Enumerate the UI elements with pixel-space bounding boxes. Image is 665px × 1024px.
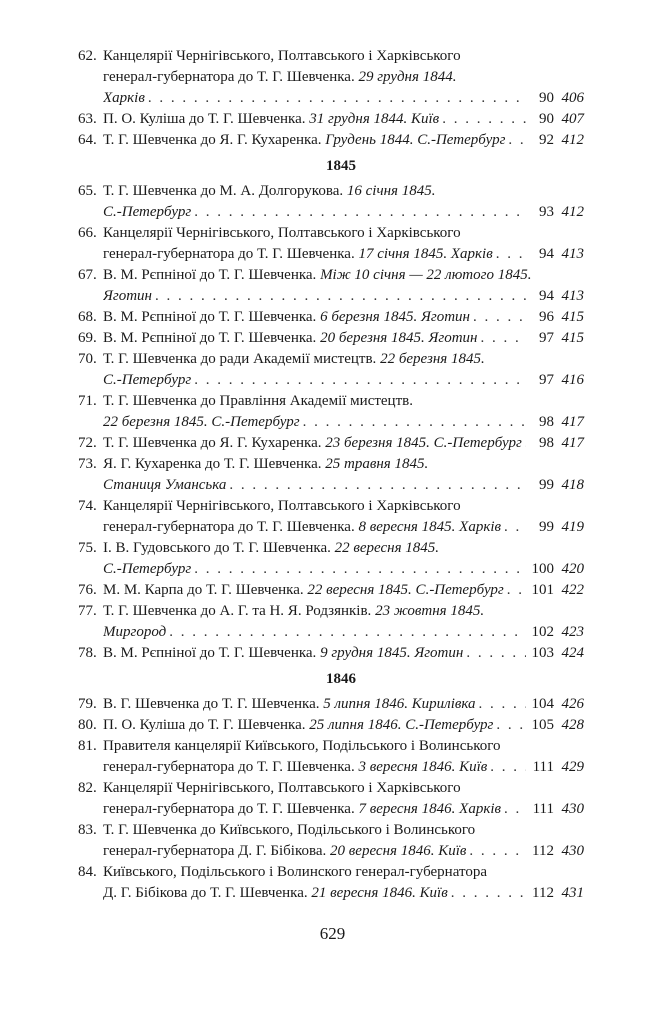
entry-date-place: 5 липня 1846. Кирилівка (323, 696, 476, 712)
entry-date-place: 22 березня 1845. (380, 351, 485, 367)
dot-leader (490, 757, 526, 778)
entry-date-place: 23 березня 1845. С.-Петербург (325, 435, 522, 451)
page-ref-letter: 111 (532, 801, 554, 817)
toc-entry (78, 496, 584, 538)
entry-date-place: 22 вересня 1845. (334, 540, 440, 556)
entry-text: Я. Г. Кухаренка до Т. Г. Шевченка. (103, 456, 326, 472)
entry-date-place: С.-Петербург (103, 372, 192, 388)
page-ref-letter: 112 (532, 843, 554, 859)
dot-leader (479, 694, 526, 715)
toc-entry-line (78, 223, 584, 244)
toc-entry-line (78, 265, 584, 286)
page-ref-comment: 430 (561, 843, 584, 859)
dot-leader (229, 475, 526, 496)
entry-number: 62. (78, 48, 97, 64)
entry-date-place: 3 вересня 1846. Київ (358, 759, 488, 775)
entry-text: В. М. Рєпніної до Т. Г. Шевченка. (103, 267, 321, 283)
entry-title (103, 559, 191, 580)
entry-text: Т. Г. Шевченка до Я. Г. Кухаренка. (103, 435, 326, 451)
entry-number: 82. (78, 780, 97, 796)
toc-entry-line (78, 67, 584, 88)
page-ref-comment: 406 (561, 90, 584, 106)
entry-text: Т. Г. Шевченка до ради Академії мистецтв. (103, 351, 381, 367)
toc-group-1844 (78, 46, 584, 151)
entry-date-place: 23 жовтня 1845. (375, 603, 485, 619)
entry-number: 76. (78, 582, 97, 598)
entry-number: 71. (78, 393, 97, 409)
toc-entry (78, 433, 584, 454)
toc-entry-line (78, 46, 584, 67)
entry-number: 66. (78, 225, 97, 241)
entry-title (103, 778, 584, 799)
page-ref-comment: 418 (561, 477, 584, 493)
entry-text: Т. Г. Шевченка до Я. Г. Кухаренка. (103, 132, 326, 148)
toc-entry (78, 454, 584, 496)
entry-title (103, 46, 584, 67)
entry-title (103, 181, 584, 202)
year-heading-1845: 1845 (326, 158, 356, 174)
page-ref-letter: 98 (539, 414, 554, 430)
entry-title (103, 433, 522, 454)
entry-date-place: Станиця Уманська (103, 477, 227, 493)
toc-group-1846 (78, 694, 584, 904)
entry-date-place: Грудень 1844. С.-Петербург (325, 132, 506, 148)
toc-entry (78, 820, 584, 862)
dot-leader (496, 244, 526, 265)
dot-leader (442, 109, 526, 130)
entry-date-place: 29 грудня 1844. (358, 69, 457, 85)
entry-date-place: С.-Петербург (103, 561, 192, 577)
entry-date-place: 31 грудня 1844. Київ (309, 111, 440, 127)
entry-text: Д. Г. Бібікова до Т. Г. Шевченка. (103, 885, 312, 901)
toc-entry-line (78, 181, 584, 202)
entry-title (103, 757, 487, 778)
dot-leader (194, 370, 526, 391)
page-ref-letter: 102 (531, 624, 554, 640)
entry-title (103, 265, 584, 286)
entry-text: генерал-губернатора до Т. Г. Шевченка. (103, 246, 359, 262)
entry-number: 81. (78, 738, 97, 754)
entry-title (103, 862, 584, 883)
entry-title (103, 412, 300, 433)
dot-leader (194, 559, 526, 580)
entry-title (103, 130, 505, 151)
entry-text: І. В. Гудовського до Т. Г. Шевченка. (103, 540, 335, 556)
toc-entry-line (78, 349, 584, 370)
entry-text: Т. Г. Шевченка до Правління Академії мистецтв. (103, 393, 413, 409)
entry-date-place: 22 вересня 1845. С.-Петербург (307, 582, 504, 598)
entry-title (103, 799, 501, 820)
toc-entry-line (78, 307, 584, 328)
entry-date-place: С.-Петербург (103, 204, 192, 220)
entry-date-place: 7 вересня 1846. Харків (358, 801, 502, 817)
entry-title (103, 715, 493, 736)
dot-leader (504, 799, 526, 820)
entry-text: В. М. Рєпніної до Т. Г. Шевченка. (103, 309, 321, 325)
dot-leader (148, 88, 526, 109)
entry-number: 79. (78, 696, 97, 712)
entry-title (103, 223, 584, 244)
toc-entry (78, 580, 584, 601)
entry-title (103, 622, 166, 643)
toc-entry-line (78, 244, 584, 265)
page-ref-letter: 93 (539, 204, 554, 220)
toc-entry-line (78, 454, 584, 475)
toc-entry (78, 778, 584, 820)
toc-entry-line (78, 433, 584, 454)
toc-entry-line (78, 538, 584, 559)
toc-entry (78, 694, 584, 715)
toc-entry-line (78, 559, 584, 580)
page-ref-letter: 97 (539, 372, 554, 388)
toc-entry-line (78, 412, 584, 433)
entry-date-place: Між 10 січня — 22 лютого 1845. (320, 267, 532, 283)
dot-leader (480, 328, 526, 349)
dot-leader (508, 130, 526, 151)
entry-date-place: 16 січня 1845. (346, 183, 436, 199)
toc-entry-line (78, 799, 584, 820)
toc-entry-line (78, 391, 584, 412)
page-ref-comment: 416 (561, 372, 584, 388)
toc-entry-line (78, 862, 584, 883)
entry-date-place: Яготин (103, 288, 152, 304)
page-ref-comment: 424 (561, 645, 584, 661)
entry-text: В. М. Рєпніної до Т. Г. Шевченка. (103, 330, 321, 346)
toc-entry-line (78, 883, 584, 904)
page-ref-letter: 111 (532, 759, 554, 775)
entry-title (103, 736, 584, 757)
entry-text: Канцелярії Чернігівського, Полтавського і Харківського (103, 780, 461, 796)
page-ref-letter: 101 (531, 582, 554, 598)
entry-title (103, 109, 439, 130)
entry-title (103, 391, 584, 412)
toc-entry (78, 715, 584, 736)
entry-title (103, 517, 501, 538)
table-of-contents (78, 46, 584, 904)
page-ref-comment: 423 (561, 624, 584, 640)
toc-entry-line (78, 88, 584, 109)
entry-title (103, 349, 584, 370)
dot-leader (469, 841, 526, 862)
dot-leader (169, 622, 526, 643)
toc-entry (78, 328, 584, 349)
toc-entry-line (78, 643, 584, 664)
page-ref-letter: 94 (539, 288, 554, 304)
dot-leader (525, 433, 526, 454)
entry-text: генерал-губернатора до Т. Г. Шевченка. (103, 801, 359, 817)
page-ref-comment: 417 (561, 435, 584, 451)
toc-entry-line (78, 736, 584, 757)
entry-title (103, 88, 145, 109)
page-ref-letter: 99 (539, 477, 554, 493)
entry-number: 72. (78, 435, 97, 451)
toc-entry-line (78, 370, 584, 391)
entry-number: 70. (78, 351, 97, 367)
entry-title (103, 580, 504, 601)
toc-entry (78, 223, 584, 265)
page-ref-letter: 92 (539, 132, 554, 148)
page-ref-comment: 431 (561, 885, 584, 901)
page-ref-letter: 99 (539, 519, 554, 535)
page-ref-comment: 428 (561, 717, 584, 733)
entry-number: 74. (78, 498, 97, 514)
toc-entry (78, 349, 584, 391)
toc-entry (78, 109, 584, 130)
entry-number: 65. (78, 183, 97, 199)
toc-entry-line (78, 130, 584, 151)
page-ref-comment: 419 (561, 519, 584, 535)
toc-entry-line (78, 286, 584, 307)
page-ref-comment: 430 (561, 801, 584, 817)
entry-title (103, 475, 226, 496)
entry-text: М. М. Карпа до Т. Г. Шевченка. (103, 582, 308, 598)
entry-text: Т. Г. Шевченка до А. Г. та Н. Я. Родзянків. (103, 603, 376, 619)
toc-entry-line (78, 757, 584, 778)
entry-date-place: 6 березня 1845. Яготин (320, 309, 470, 325)
page-ref-letter: 105 (531, 717, 554, 733)
entry-date-place: 22 березня 1845. С.-Петербург (103, 414, 300, 430)
entry-date-place: 21 вересня 1846. Київ (311, 885, 448, 901)
entry-number: 83. (78, 822, 97, 838)
dot-leader (507, 580, 526, 601)
toc-entry (78, 862, 584, 904)
entry-title (103, 841, 466, 862)
entry-title (103, 883, 448, 904)
page-ref-comment: 415 (561, 309, 584, 325)
entry-text: П. О. Куліша до Т. Г. Шевченка. (103, 111, 310, 127)
entry-number: 84. (78, 864, 97, 880)
page-ref-letter: 94 (539, 246, 554, 262)
page-ref-letter: 100 (531, 561, 554, 577)
page-ref-letter: 97 (539, 330, 554, 346)
entry-text: В. Г. Шевченка до Т. Г. Шевченка. (103, 696, 324, 712)
entry-text: генерал-губернатора до Т. Г. Шевченка. (103, 759, 359, 775)
entry-text: Т. Г. Шевченка до М. А. Долгорукова. (103, 183, 347, 199)
entry-date-place: 9 грудня 1845. Яготин (320, 645, 464, 661)
toc-entry-line (78, 475, 584, 496)
page-ref-comment: 413 (561, 288, 584, 304)
toc-entry-line (78, 694, 584, 715)
toc-entry (78, 307, 584, 328)
entry-title (103, 643, 463, 664)
entry-number: 73. (78, 456, 97, 472)
entry-date-place: 20 березня 1845. Яготин (320, 330, 478, 346)
entry-title (103, 244, 493, 265)
entry-text: генерал-губернатора Д. Г. Бібікова. (103, 843, 331, 859)
page-ref-comment: 422 (561, 582, 584, 598)
toc-entry (78, 46, 584, 109)
toc-entry (78, 391, 584, 433)
page-ref-letter: 103 (531, 645, 554, 661)
dot-leader (303, 412, 526, 433)
toc-entry (78, 601, 584, 643)
entry-date-place: 17 січня 1845. Харків (358, 246, 493, 262)
page-ref-comment: 413 (561, 246, 584, 262)
toc-entry-line (78, 820, 584, 841)
entry-text: генерал-губернатора до Т. Г. Шевченка. (103, 519, 359, 535)
toc-entry-line (78, 517, 584, 538)
entry-text: генерал-губернатора до Т. Г. Шевченка. (103, 69, 359, 85)
entry-number: 80. (78, 717, 97, 733)
toc-entry (78, 130, 584, 151)
entry-title (103, 286, 152, 307)
entry-text: Канцелярії Чернігівського, Полтавського і Харківського (103, 48, 461, 64)
page-ref-letter: 90 (539, 111, 554, 127)
page-ref-comment: 429 (561, 759, 584, 775)
entry-title (103, 454, 584, 475)
entry-date-place: 20 вересня 1846. Київ (330, 843, 467, 859)
entry-number: 75. (78, 540, 97, 556)
toc-entry-line (78, 841, 584, 862)
page-ref-letter: 98 (539, 435, 554, 451)
entry-title (103, 694, 476, 715)
dot-leader (473, 307, 526, 328)
toc-entry-line (78, 202, 584, 223)
entry-number: 69. (78, 330, 97, 346)
entry-title (103, 202, 191, 223)
toc-entry-line (78, 715, 584, 736)
page-ref-letter: 90 (539, 90, 554, 106)
entry-number: 68. (78, 309, 97, 325)
toc-entry-line (78, 778, 584, 799)
entry-date-place: Харків (103, 90, 145, 106)
entry-number: 78. (78, 645, 97, 661)
dot-leader (451, 883, 526, 904)
toc-entry-line (78, 601, 584, 622)
year-heading-1846: 1846 (326, 671, 356, 687)
toc-entry-line (78, 328, 584, 349)
entry-title (103, 328, 477, 349)
toc-entry (78, 538, 584, 580)
entry-title (103, 538, 584, 559)
page-ref-comment: 407 (561, 111, 584, 127)
entry-text: В. М. Рєпніної до Т. Г. Шевченка. (103, 645, 321, 661)
page-ref-letter: 112 (532, 885, 554, 901)
entry-text: Канцелярії Чернігівського, Полтавського і Харківського (103, 498, 461, 514)
toc-entry-line (78, 580, 584, 601)
entry-date-place: Миргород (103, 624, 167, 640)
dot-leader (496, 715, 526, 736)
dot-leader (155, 286, 526, 307)
entry-date-place: 25 липня 1846. С.-Петербург (309, 717, 494, 733)
entry-title (103, 307, 470, 328)
entry-text: Т. Г. Шевченка до Київського, Подільського і Волинського (103, 822, 476, 838)
page-ref-comment: 412 (561, 132, 584, 148)
entry-date-place: 25 травня 1845. (325, 456, 429, 472)
page-ref-comment: 426 (561, 696, 584, 712)
page-ref-comment: 417 (561, 414, 584, 430)
dot-leader (466, 643, 526, 664)
entry-number: 77. (78, 603, 97, 619)
dot-leader (504, 517, 526, 538)
toc-group-1845 (78, 181, 584, 664)
entry-date-place: 8 вересня 1845. Харків (358, 519, 502, 535)
entry-title (103, 370, 191, 391)
page-number: 629 (319, 924, 346, 943)
toc-entry-line (78, 109, 584, 130)
toc-entry-line (78, 496, 584, 517)
entry-text: Правителя канцелярії Київського, Подільського і Волинського (103, 738, 501, 754)
page-ref-comment: 420 (561, 561, 584, 577)
entry-title (103, 601, 584, 622)
entry-text: Канцелярії Чернігівського, Полтавського і Харківського (103, 225, 461, 241)
page-ref-letter: 104 (531, 696, 554, 712)
entry-number: 67. (78, 267, 97, 283)
toc-entry (78, 736, 584, 778)
entry-number: 64. (78, 132, 97, 148)
entry-text: Київського, Подільського і Волинского генерал-губернатора (103, 864, 487, 880)
dot-leader (194, 202, 526, 223)
entry-number: 63. (78, 111, 97, 127)
entry-text: П. О. Куліша до Т. Г. Шевченка. (103, 717, 310, 733)
entry-title (103, 496, 584, 517)
toc-entry (78, 643, 584, 664)
page-ref-comment: 412 (561, 204, 584, 220)
entry-title (103, 67, 584, 88)
entry-title (103, 820, 584, 841)
page-ref-letter: 96 (539, 309, 554, 325)
toc-entry (78, 265, 584, 307)
page-ref-comment: 415 (561, 330, 584, 346)
toc-entry (78, 181, 584, 223)
toc-entry-line (78, 622, 584, 643)
